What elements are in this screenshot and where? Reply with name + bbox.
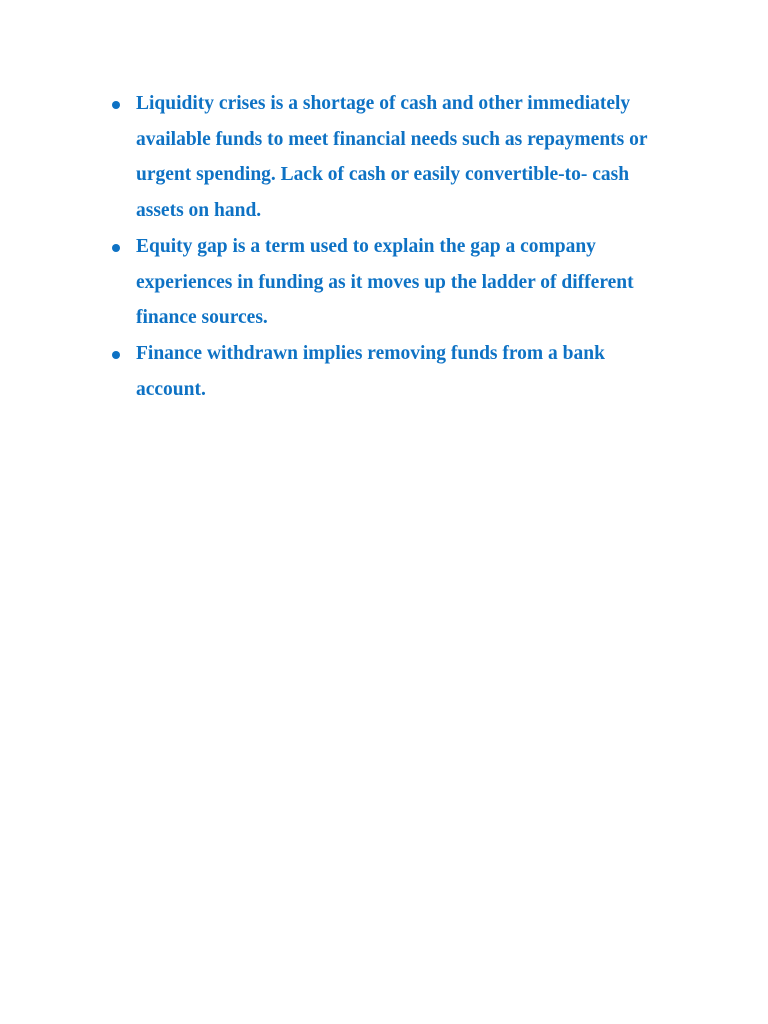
list-item (110, 336, 670, 407)
bullet-text: Finance withdrawn implies removing funds from a bank account. (136, 342, 605, 400)
bullet-list (110, 86, 670, 407)
list-item (110, 229, 670, 336)
bullet-icon (112, 244, 120, 252)
list-item (110, 86, 670, 229)
bullet-icon (112, 101, 120, 109)
bullet-text: Equity gap is a term used to explain the gap a company experiences in funding as it moves up the ladder of different finance sources. (136, 235, 634, 329)
bullet-icon (112, 351, 120, 359)
bullet-text: Liquidity crises is a shortage of cash and other immediately available funds to meet financial needs such as repayments or urgent spending. Lack of cash or easily convertible-to- cash assets on hand. (136, 93, 648, 222)
